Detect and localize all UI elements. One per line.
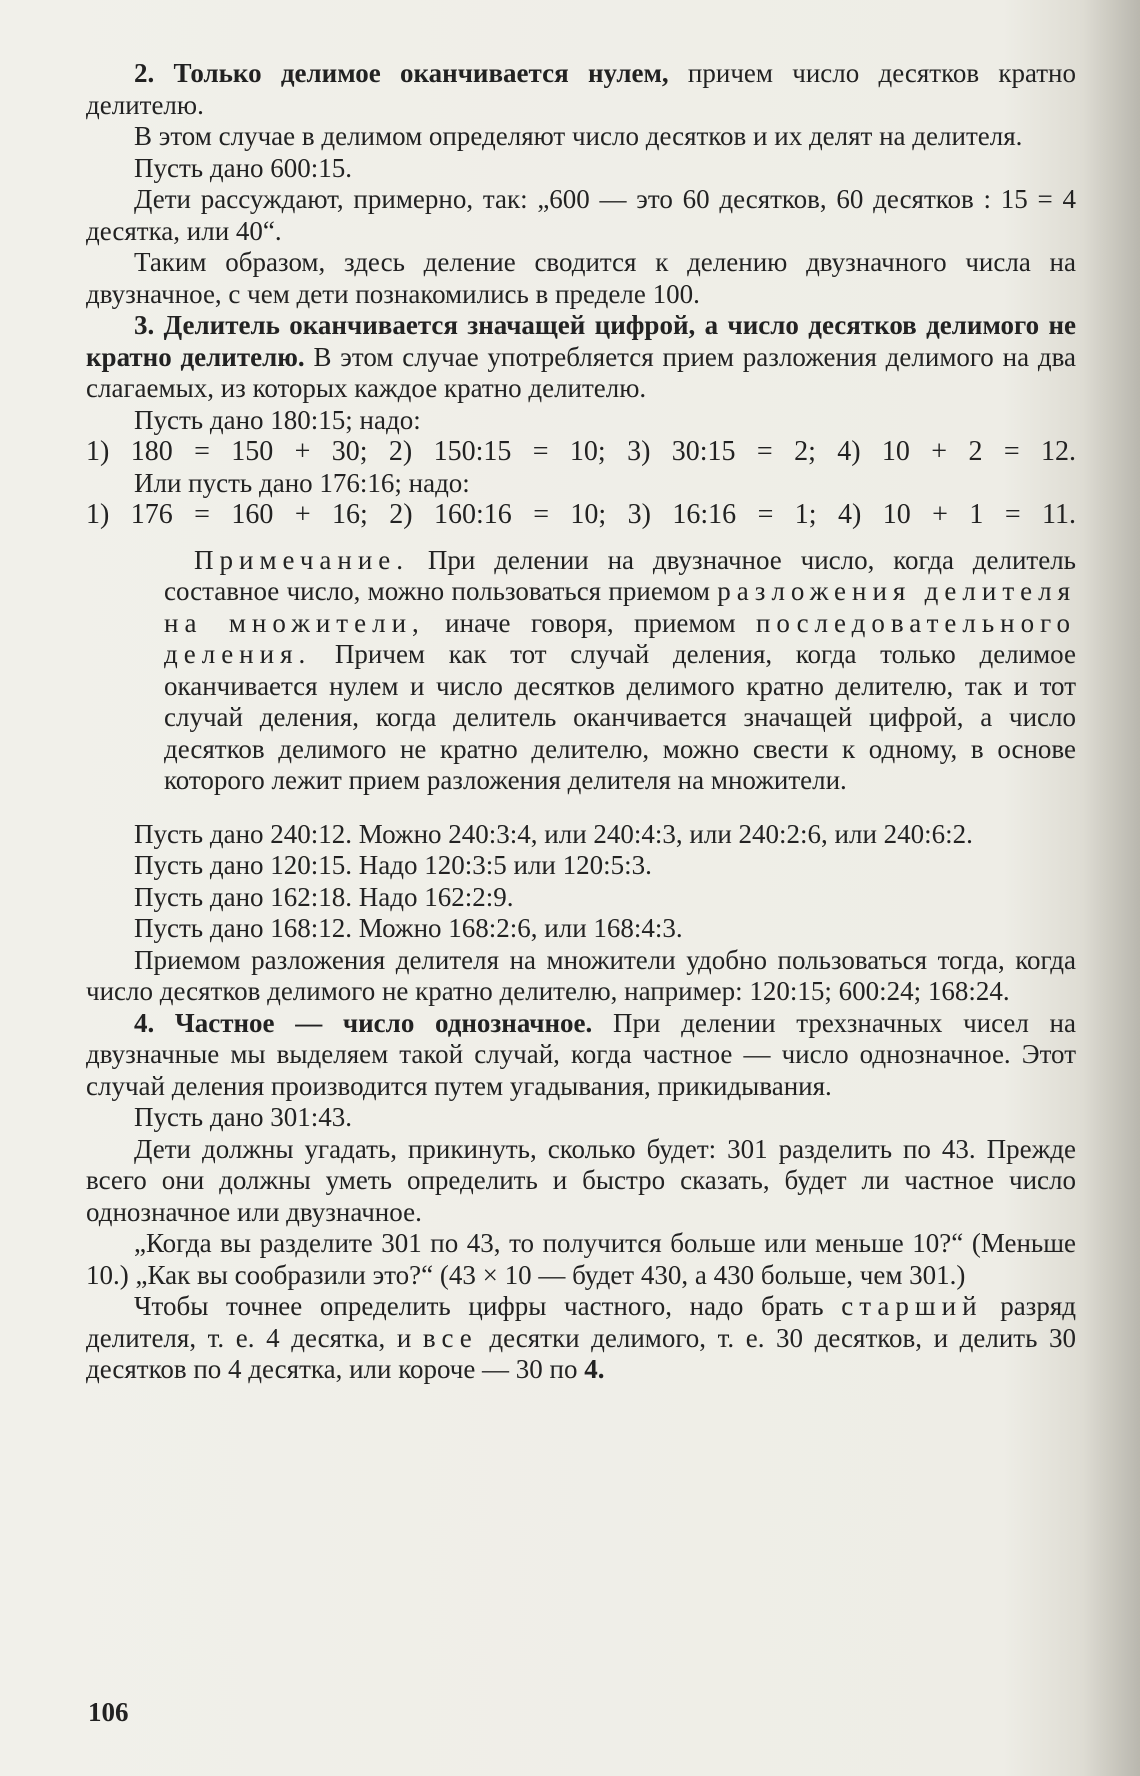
page-text — [86, 58, 1076, 1386]
section-3-text: В этом случае употребляется прием разложения делимого на два слагаемых, из которых каждое кратно делителю. — [86, 341, 1076, 403]
example-168-12: Пусть дано 168:12. Можно 168:2:6, или 168:4:3. — [134, 913, 683, 943]
example-176-formula: 1) 176 = 160 + 16; 2) 160:16 = 10; 3) 16:16 = 1; 4) 10 + 1 = 11. — [86, 499, 1076, 530]
note-spaced-1: разложения делителя на множители, — [164, 576, 1076, 638]
section-2-paragraph — [86, 58, 1076, 121]
method-paragraph: Приемом разложения делителя на множители удобно пользоваться тогда, когда число десятков делимого не кратно делителю, например: 120:15; 600:24; 168:24. — [86, 944, 1076, 1006]
example-240-12: Пусть дано 240:12. Можно 240:3:4, или 240:4:3, или 240:2:6, или 240:6:2. — [134, 818, 973, 849]
example-180-intro: Пусть дано 180:15; надо: — [134, 404, 421, 435]
section-4-heading: 4. Частное — число однозначное. — [134, 1007, 593, 1038]
note-paragraph — [164, 545, 1076, 797]
example-301-43: Пусть дано 301:43. — [134, 1102, 353, 1132]
final-spaced-2: все — [422, 1322, 478, 1353]
section-4-text: При делении трехзначных чисел на двузначные мы выделяем такой случай, когда частное — число однозначное. Этот случай деления производится путем угадывания, прикидывания. — [86, 1007, 1076, 1101]
question-paragraph: „Когда вы разделите 301 по 43, то получится больше или меньше 10?“ (Меньше 10.) „Как вы сообразили это?“ (43 × 10 — будет 430, а 430 больше, чем 301.) — [86, 1228, 1076, 1290]
example-180-formula: 1) 180 = 150 + 30; 2) 150:15 = 10; 3) 30:15 = 2; 4) 10 + 2 = 12. — [86, 436, 1076, 467]
example-600-15: Пусть дано 600:15. — [134, 152, 353, 183]
note-label: Примечание. — [194, 544, 410, 575]
section-2-text: причем число десятков кратно делителю. — [86, 58, 1077, 120]
thus-paragraph: Таким образом, здесь деление сводится к делению двузначного числа на двузначное, с чем дети познакомились в пределе 100. — [86, 247, 1076, 309]
section-3-heading: 3. Делитель оканчивается значащей цифрой, а число десятков делимого не кратно делителю. — [86, 310, 1076, 372]
note-text-3: Причем как тот случай деления, когда только делимое оканчивается нулем и число десятков делимого кратно делителю, так и тот случай деления, когда делитель оканчивается значащей цифрой, а число десятков делимого не кратно делителю, можно свести к одному, в основе которого лежит прием разложения делителя на множители. — [164, 639, 1076, 795]
final-paragraph — [86, 1291, 1076, 1386]
final-text-3: десятки делимого, т. е. 30 десятков, и делить 30 десятков по 4 десятка, или короче — 30 по — [86, 1322, 1076, 1384]
final-bold: 4. — [584, 1354, 605, 1384]
section-2-heading: 2. Только делимое оканчивается нулем, — [134, 58, 669, 88]
note-text-1: При делении на двузначное число, когда делитель составное число, можно пользоваться приемом — [164, 544, 1076, 606]
example-120-15: Пусть дано 120:15. Надо 120:3:5 или 120:5:3. — [134, 850, 652, 880]
case-2-description: В этом случае в делимом определяют число десятков и их делят на делителя. — [134, 121, 1023, 151]
section-4-paragraph — [86, 1008, 1076, 1103]
final-spaced-1: старший — [841, 1291, 983, 1321]
note-text-2: иначе говоря, приемом — [424, 607, 756, 638]
children-reasoning: Дети рассуждают, примерно, так: „600 — это 60 десятков, 60 десятков : 15 = 4 десятка, или 40“. — [86, 184, 1076, 246]
example-162-18: Пусть дано 162:18. Надо 162:2:9. — [134, 881, 514, 912]
final-text-2: разряд делителя, т. е. 4 десятка, и — [86, 1291, 1076, 1353]
page-number: 106 — [88, 1697, 129, 1727]
example-176-intro: Или пусть дано 176:16; надо: — [134, 467, 470, 498]
guess-paragraph: Дети должны угадать, прикинуть, сколько будет: 301 разделить по 43. Прежде всего они должны уметь определить и быстро сказать, будет ли частное число однозначное или двузначное. — [86, 1133, 1076, 1227]
final-text-1: Чтобы точнее определить цифры частного, надо брать — [134, 1291, 842, 1321]
section-3-paragraph — [86, 310, 1076, 405]
note-spaced-2: последовательного деления. — [164, 607, 1076, 669]
